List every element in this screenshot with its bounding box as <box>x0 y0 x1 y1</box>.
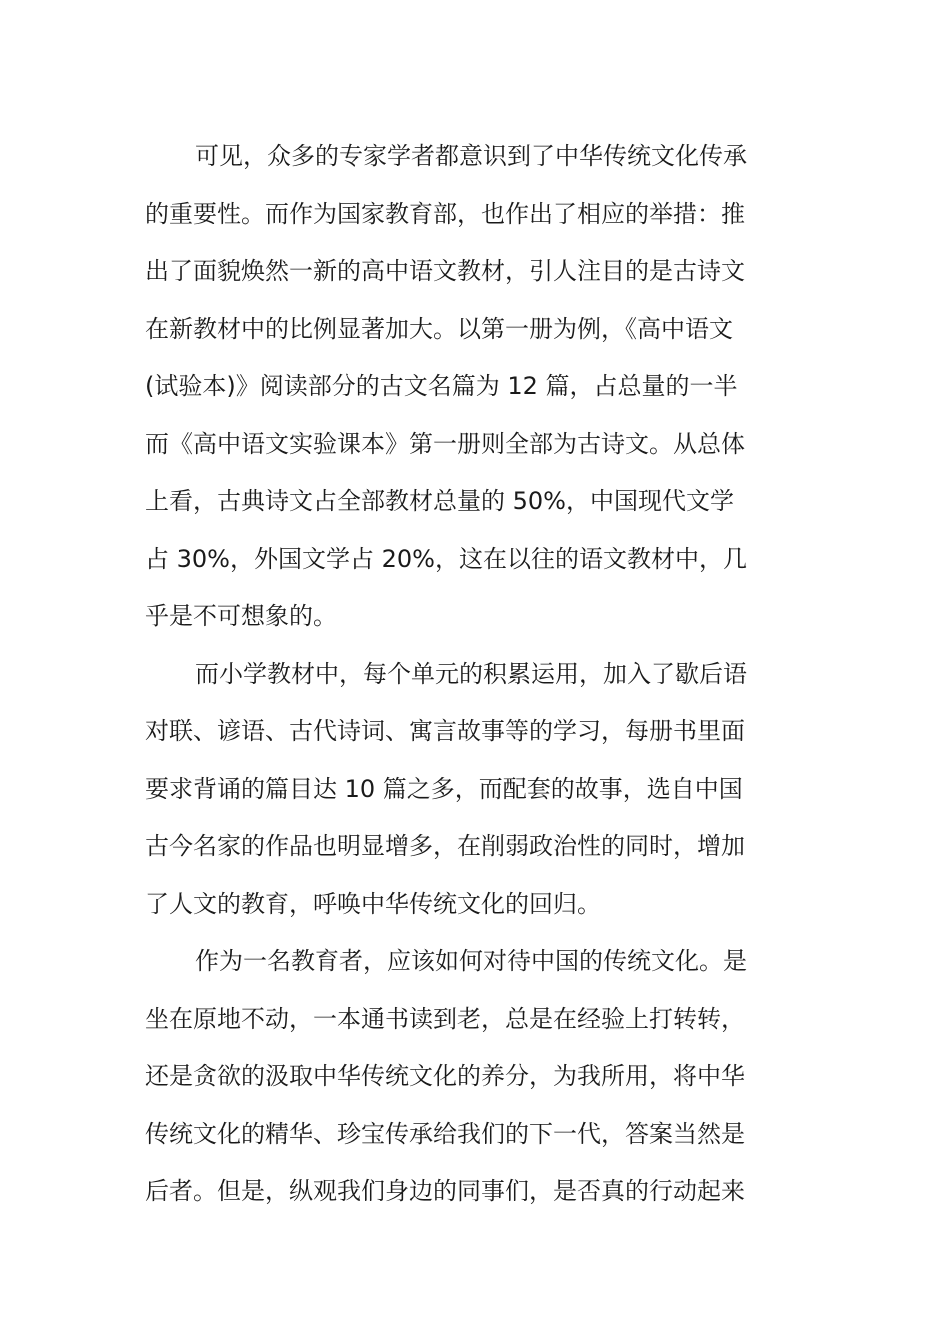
text-line: 后者。但是，纵观我们身边的同事们，是否真的行动起来 <box>145 1177 745 1205</box>
paragraph-3 <box>145 933 785 1221</box>
text-line: 对联、谚语、古代诗词、寓言故事等的学习，每册书里面 <box>145 717 745 745</box>
paragraph-1 <box>145 128 785 646</box>
text-line: 作为一名教育者，应该如何对待中国的传统文化。是 <box>195 947 747 975</box>
text-line: 而小学教材中，每个单元的积累运用，加入了歇后语 <box>195 659 747 688</box>
text-line: (试验本)》阅读部分的古文名篇为 12 篇，占总量的一半 <box>145 372 738 400</box>
text-line: 要求背诵的篇目达 10 篇之多，而配套的故事，选自中国 <box>145 774 743 803</box>
paragraph-2 <box>145 646 785 934</box>
text-line: 古今名家的作品也明显增多，在削弱政治性的同时，增加 <box>145 832 745 860</box>
text-line: 还是贪欲的汲取中华传统文化的养分，为我所用，将中华 <box>145 1062 745 1090</box>
text-line: 乎是不可想象的。 <box>145 602 337 630</box>
text-line: 的重要性。而作为国家教育部，也作出了相应的举措：推 <box>145 199 745 228</box>
text-line: 而《高中语文实验课本》第一册则全部为古诗文。从总体 <box>145 429 745 458</box>
text-line: 可见，众多的专家学者都意识到了中华传统文化传承 <box>195 142 747 170</box>
text-line: 传统文化的精华、珍宝传承给我们的下一代，答案当然是 <box>145 1119 745 1148</box>
text-line: 坐在原地不动，一本通书读到老，总是在经验上打转转， <box>145 1004 745 1033</box>
text-line: 在新教材中的比例显著加大。以第一册为例，《高中语文 <box>145 314 733 343</box>
text-line: 了人文的教育，呼唤中华传统文化的回归。 <box>145 889 601 918</box>
document-body <box>145 128 785 1221</box>
text-line: 占 30%，外国文学占 20%，这在以往的语文教材中，几 <box>145 544 747 573</box>
text-line: 上看，古典诗文占全部教材总量的 50%，中国现代文学 <box>145 487 734 515</box>
text-line: 出了面貌焕然一新的高中语文教材，引人注目的是古诗文 <box>145 257 745 285</box>
